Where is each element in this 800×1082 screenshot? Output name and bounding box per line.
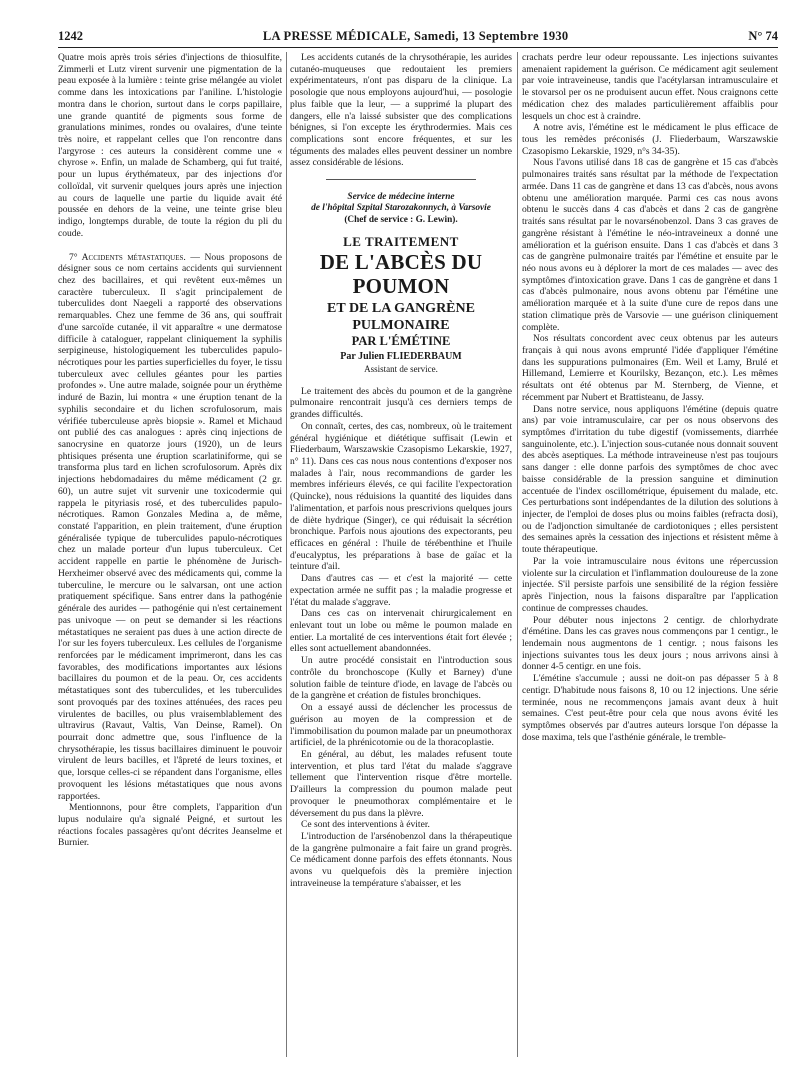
- running-header: [58, 22, 778, 48]
- column-middle: [290, 52, 512, 890]
- column-left: [58, 52, 282, 849]
- paragraph: Dans d'autres cas — et c'est la majorité — cette expectation armée ne suffit pas ; la maladie progresse et l'état du malade s'aggrave.: [290, 573, 512, 608]
- paragraph: En général, au début, les malades refusent toute intervention, et plus tard l'état du malade s'aggrave tellement que l'intervention risque d'être mortelle. D'ailleurs la compression du poumon malade peut provoquer le pneumothorax complémentaire et le déversement du pus dans la plèvre.: [290, 748, 512, 819]
- journal-title: LA PRESSE MÉDICALE, Samedi, 13 Septembre 1930: [262, 29, 569, 43]
- article-title-line: PAR L'ÉMÉTINE: [351, 333, 451, 348]
- paragraph: L'émétine s'accumule ; aussi ne doit-on pas dépasser 5 à 8 centigr. D'habitude nous faisons 8, 10 ou 12 injections. Une série terminée, nous ne recommençons jamais avant deux à huit semaines. C'est peut-être pour cela que nous avons évité les symptômes observés par d'autres auteurs lorsque l'on dépasse la dose maxima, tels que l'asthénie générale, le tremble-: [522, 673, 778, 743]
- paragraph: Le traitement des abcès du poumon et de la gangrène pulmonaire rencontrait jusqu'à ces derniers temps de grandes difficultés.: [290, 385, 512, 421]
- paragraph: A notre avis, l'émétine est le médicament le plus efficace de tous les remèdes préconisés (J. Fliederbaum, Warszawskie Czasopismo Lekarskie, 1929, n°s 34-35).: [522, 122, 778, 157]
- article-title-line: LE TRAITEMENT: [343, 233, 459, 249]
- paragraph: Dans notre service, nous appliquons l'émétine (depuis quatre ans) par voie intramusculaire, car per os nous observons des symptômes d'irritation du tube digestif (vomissements, diarrhée sanguinolente, etc.). L'injection sous-cutanée nous donnait souvent des abcès aseptiques. La méthode intraveineuse n'est pas toujours sans danger : elle donne parfois des symptômes de choc avec baisse considérable de la pression sanguine et diminution accentuée de l'index oscillométrique, épuisement du malade, etc. Ces perturbations sont indépendantes de la dilution des solutions à injecter, de l'emploi de doses plus ou moins faibles (refracta dosi), ou de l'adjonction simultanée de cardiotoniques ; elles persistent des semaines après la cessation des injections et résistent même à toute thérapeutique.: [522, 403, 778, 556]
- paragraph-text: — Nous proposons de désigner sous ce nom certains accidents qui surviennent chez des bacillaires, et qui revêtent eux-mêmes un caractère tuberculeux. Il s'agit principalement de tuberculides dont Naegeli a rapporté des observations remarquables. Chez une femme de 36 ans, qui souffrait d'une sarcoïde cutanée, il vit apparaître « une dermatose difficile à cataloguer, rappelant cliniquement la syphilis serpigineuse, histologiquement les tuberculides papulo-nécrotiques pour les parties superficielles du foyer, le tissu tuberculeux avec cellules géantes pour les parties profondes ». Une autre malade, soignée pour un érythème induré de Bazin, lui montra « une éruption tenant de la syphilis secondaire et du lichen scrofulosorum, mais vérifiée tuberculeuse après biopsie ». Ramel et Michaud ont publié des cas analogues : après cinq injections de sanocrysine en quatorze jours (1920), un de leurs phtisiques présenta une éruption scarlatiniforme, qui se transforma plus tard en lichen scrofulosorum. Après dix injections hebdomadaires du même médicament (2 gr. 60), un autre sujet vit survenir une toxicodermie qui rappela le pityriasis rosé, et des tuberculides papulo-nécrotiques. Ramon Gonzales Medina a, de même, constaté l'apparition, en plein traitement, d'une éruption généralisée typique de tuberculides papulo-nécrotiques chez un malade porteur d'un lupus tuberculeux. Cet accident rappelle en partie le phénomène de Jurisch-Herxheimer observé avec des médicaments qui, comme la tuberculine, le mercure ou le salvarsan, ont une action pratiquement spécifique. Sans entrer dans la pathogénie générale des aurides — pathogénie qui n'est certainement pas univoque — on peut se demander si les réactions métastatiques ne seraient pas dues à une action directe de l'or sur les foyers tuberculeux. Les cellules de l'organisme renforcées par le médicament imprimeront, dans les cas favorables, des modifications importantes aux lésions bacillaires du poumon et de la peau. Or, ces accidents métastatiques sont des tuberculides, et les tuberculides sont provoqués par des toxines atténuées, des races peu virulentes de bacilles, ou plus vraisemblablement des ultravirus (Ravaut, Valtis, Van Deinse, Ramel). On pourrait donc admettre que, sous l'influence de la chrysothérapie, les tissus bacillaires diminuent le pouvoir virulent de leurs bacilles, et l'âpreté de leurs toxines, et que, lorsque celles-ci se répandent dans l'organisme, elles provoquent les lésions métastatiques que nous avons rapportées.: [58, 251, 283, 802]
- paragraph: Mentionnons, pour être complets, l'apparition d'un lupus nodulaire qu'a signalé Peigné, et surtout les réactions focales passagères qu'ont décrites Jeanselme et Burnier.: [58, 802, 282, 849]
- paragraph: crachats perdre leur odeur repoussante. Les injections suivantes amenaient rapidement la guérison. Ce médicament agit seulement par voie intraveineuse, tandis que l'acétylarsan intramusculaire et le stovarsol per os ne produisent aucun effet. Nous craignons cette médication chez des malades particulièrement affaiblis pour lesquels un choc est à craindre.: [522, 52, 778, 122]
- article-title-main: DE L'ABCÈS DU POUMON: [319, 249, 483, 298]
- paragraph: On connaît, certes, des cas, nombreux, où le traitement général hygiénique et diététique suffisait (Lewin et Fliederbaum, Warszawskie Czasopismo Lekarskie, 1927, n° 11). Dans ces cas nous nous contentions d'exposer nos malades à l'air, nous recommandions de garder les membres inférieurs élevés, ce qui facilite l'expectoration (Quincke), nous réduisions la quantité des liquides dans l'alimentation, et parfois nous prescrivions quelques jours de diète hydrique (Singer), ce qui réduisait la sécrétion bronchique. Parfois nous ajoutions des expectorants, peu efficaces en général : l'huile de térébenthine et l'huile d'eucalyptus, les préparations à base de gaïac et la teinture d'ail.: [290, 420, 512, 573]
- column-divider: [286, 52, 287, 1057]
- paragraph: L'introduction de l'arsénobenzol dans la thérapeutique de la gangrène pulmonaire a fait faire un grand progrès. Ce médicament donne parfois des effets étonnants. Nous avons vu quelquefois dès la première injection intraveineuse la température s'abaisser, et les: [290, 830, 512, 889]
- service-chief: (Chef de service : G. Lewin).: [344, 214, 458, 225]
- author-role: Assistant de service.: [364, 363, 438, 374]
- column-right: [522, 52, 778, 743]
- paragraph: Par la voie intramusculaire nous évitons une répercussion violente sur la circulation et l'inflammation douloureuse de la zone injectée. S'il persiste parfois une sensibilité de la région fessière après l'injection, nous la faisons disparaître par l'application continue de compresses chaudes.: [522, 555, 778, 614]
- paragraph: Les accidents cutanés de la chrysothérapie, les aurides cutanéo-muqueuses que redoutaient les premiers expérimentateurs, n'ont pas disparu de la clinique. La posologie que nous employons aujourd'hui, — posologie plus faible que la leur, — a supprimé la plupart des dangers, elle n'a laissé subsister que des complications bénignes, si l'on excepte les érythrodermies. Mais ces complications sont encore fréquentes, et sur les téguments des malades elles peuvent dessiner un nombre assez considérable de lésions.: [290, 52, 512, 169]
- column-divider: [517, 52, 518, 1057]
- paragraph: Pour débuter nous injectons 2 centigr. de chlorhydrate d'émétine. Dans les cas graves nous commençons par 1 centigr., le lendemain nous augmentons de 1 centigr. ; nous faisons les injections suivantes tous les deux jours ; nous arrivons ainsi à donner 4-5 centigr. en une fois.: [522, 614, 778, 673]
- paragraph: Quatre mois après trois séries d'injections de thiosulfite, Zimmerli et Lutz virent survenir une pigmentation de la peau exposée à la lumière : teinte grise mélangée au violet comme dans les intoxications par l'aniline. L'histologie montra dans le chorion, surtout dans le corps papillaire, une grande quantité de pigments sous forme de granulations minimes, rondes ou ovalaires, d'une teinte très noire, et rappelant celles que l'on rencontre dans l'argyrose : ces auteurs la considèrent comme une « chyrose ». Enfin, un malade de Schamberg, qui fut traité, pour un lupus érythémateux, par des injections d'or colloïdal, vit survenir quelques jours après une injection au cours de laquelle une partie du liquide avait été poussée en dehors de la veine, une teinte grise bleu indigo, longtemps durable, de toute la région du pli du coude.: [58, 52, 282, 239]
- article-author: Par Julien FLIEDERBAUM: [340, 351, 462, 363]
- paragraph: Nous l'avons utilisé dans 18 cas de gangrène et 15 cas d'abcès pulmonaires traités sans résultat par la méthode de l'expectation armée. Dans 11 cas de gangrène et dans 13 cas d'abcès, nous avons obtenu une amélioration marquée. Parmi ces cas nous avons obtenu le succès dans 4 cas d'abcès et dans 2 cas de gangrène traités sans résultat par le novarsénobenzol. Dans 3 cas graves de gangrène résistant à l'émétine le néo-intraveineux a donné une amélioration et la guérison ensuite. Dans 1 cas d'abcès et dans 3 cas de gangrène pulmonaire traités par l'émétine et ensuite par le néo nous avons eu à déplorer la mort de ces malades — avec des symptômes d'intoxication grave. Dans 1 cas de gangrène et dans 1 cas d'abcès pulmonaire, nous avons obtenu par l'émétine une amélioration marquée et à la suite d'une cure de repos dans une station climatique près de Varsovie — une guérison cliniquement complète.: [522, 157, 778, 333]
- paragraph: Dans ces cas on intervenait chirurgicalement en enlevant tout un lobe ou même le poumon malade en entier. La mortalité de ces interventions était fort élevée ; elles sont actuellement abandonnées.: [290, 608, 512, 655]
- paragraph: Ce sont des interventions à éviter.: [301, 819, 430, 831]
- paragraph: On a essayé aussi de déclencher les processus de guérison au moyen de la compression et de l'immobilisation du poumon malade par un pneumothorax artificiel, de la phrénicotomie ou de la thoracoplastie.: [290, 702, 512, 749]
- separator: [326, 179, 476, 180]
- issue-number: N° 74: [748, 29, 778, 43]
- service-line: de l'hôpital Szpital Starozakonnych, à Varsovie: [311, 203, 491, 214]
- article-title-line: ET DE LA GANGRÈNE PULMONAIRE: [327, 300, 475, 333]
- service-line: Service de médecine interne: [347, 192, 455, 203]
- section-heading: 7° Accidents métastatiques.: [69, 251, 186, 263]
- page-number: 1242: [58, 29, 83, 43]
- paragraph: Nos résultats concordent avec ceux obtenus par les auteurs français à qui nous avons emprunté l'idée d'appliquer l'émétine dans les suppurations pulmonaires (Em. Weil et Lamy, Brulé et Hillemand, Lemierre et Kourilsky, Bezançon, etc.). Les mêmes résultats ont été obtenus par M. Sternberg, de Vienne, et récemment par Nubert et Brattisteanu, de Jassy.: [522, 333, 778, 403]
- paragraph: Un autre procédé consistait en l'introduction sous contrôle du bronchoscope (Kully et Barney) d'une solution faible de teinture d'iode, en lavage de l'abcès ou de la gangrène et création de fistules bronchiques.: [290, 655, 512, 702]
- paragraph: [58, 252, 282, 803]
- service-heading: [290, 192, 512, 226]
